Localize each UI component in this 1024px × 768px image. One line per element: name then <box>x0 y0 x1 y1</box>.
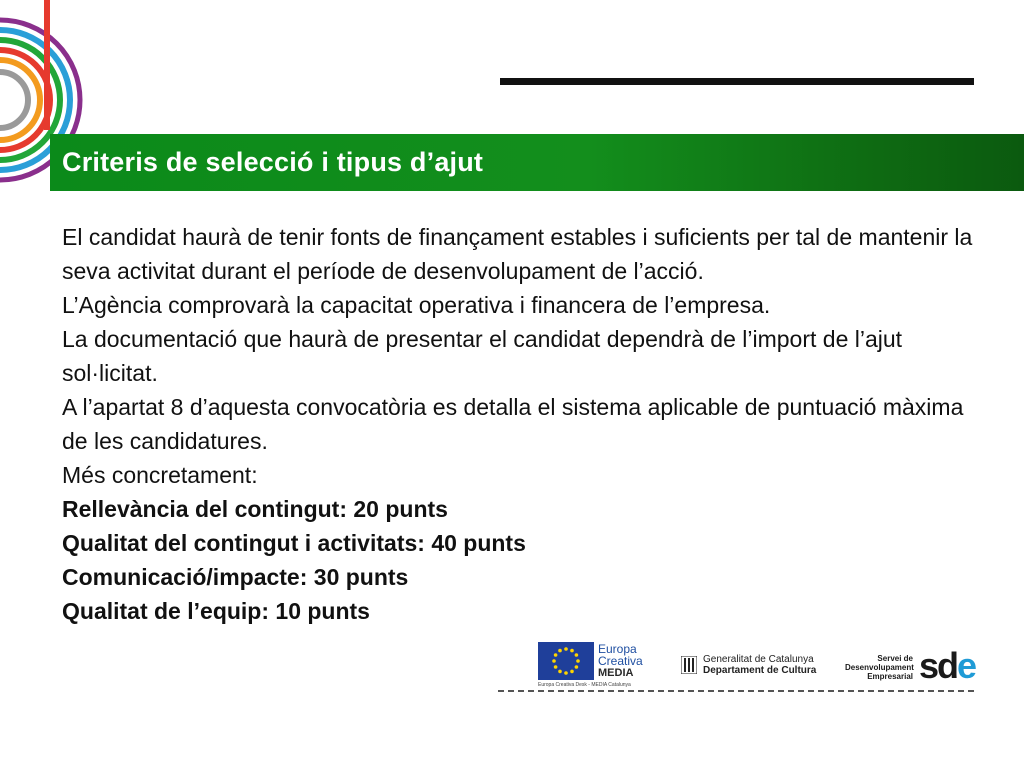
criterion-relevance: Rellevància del contingut: 20 punts <box>62 496 448 522</box>
sde-caption <box>845 654 913 681</box>
top-divider-bar <box>500 78 974 85</box>
decorative-arcs-graphic <box>0 0 100 230</box>
sde-caption-line-3: Empresarial <box>867 672 913 681</box>
criterion-content-quality: Qualitat del contingut i activitats: 40 punts <box>62 530 526 556</box>
generalitat-name: Generalitat de Catalunya <box>703 654 814 665</box>
sde-letter-e: e <box>957 645 976 686</box>
footer-logos <box>500 632 974 692</box>
departament-name: Departament de Cultura <box>703 665 817 676</box>
generalitat-logo <box>681 654 821 678</box>
europa-subtitle: Europa Creativa Desk - MEDIA Catalunya <box>538 682 631 688</box>
europa-text: Europa <box>598 642 637 656</box>
body-paragraph-4: A l’apartat 8 d’aquesta convocatòria es detalla el sistema aplicable de puntuació màxima de les candidatures. <box>62 394 964 454</box>
criterion-communication: Comunicació/impacte: 30 punts <box>62 564 409 590</box>
title-band <box>50 134 1024 191</box>
sde-caption-line-1: Servei de <box>877 654 913 663</box>
sde-caption-line-2: Desenvolupament <box>845 663 914 672</box>
sde-letter-d: d <box>937 645 958 686</box>
europa-creativa-media-logo <box>538 642 656 688</box>
media-text: MEDIA <box>598 667 634 679</box>
sde-wordmark <box>919 645 976 686</box>
body-paragraph-2: L’Agència comprovarà la capacitat operativa i financera de l’empresa. <box>62 292 771 318</box>
sde-letter-s: s <box>919 645 938 686</box>
body-paragraph-3: La documentació que haurà de presentar el candidat dependrà de l’import de l’ajut sol·licitat. <box>62 326 903 386</box>
eu-flag-icon <box>538 642 594 680</box>
slide-body <box>62 220 982 628</box>
creativa-text: Creativa <box>598 654 643 668</box>
criterion-team-quality: Qualitat de l’equip: 10 punts <box>62 598 370 624</box>
body-paragraph-1: El candidat haurà de tenir fonts de finançament estables i suficients per tal de mantenir la seva activitat durant el període de desenvolupament de l’acció. <box>62 224 973 284</box>
slide-title: Criteris de selecció i tipus d’ajut <box>62 147 484 177</box>
footer-dashed-divider <box>498 690 974 692</box>
sde-logo <box>845 645 976 686</box>
body-paragraph-5: Més concretament: <box>62 462 258 488</box>
generalitat-emblem-icon <box>681 656 697 674</box>
